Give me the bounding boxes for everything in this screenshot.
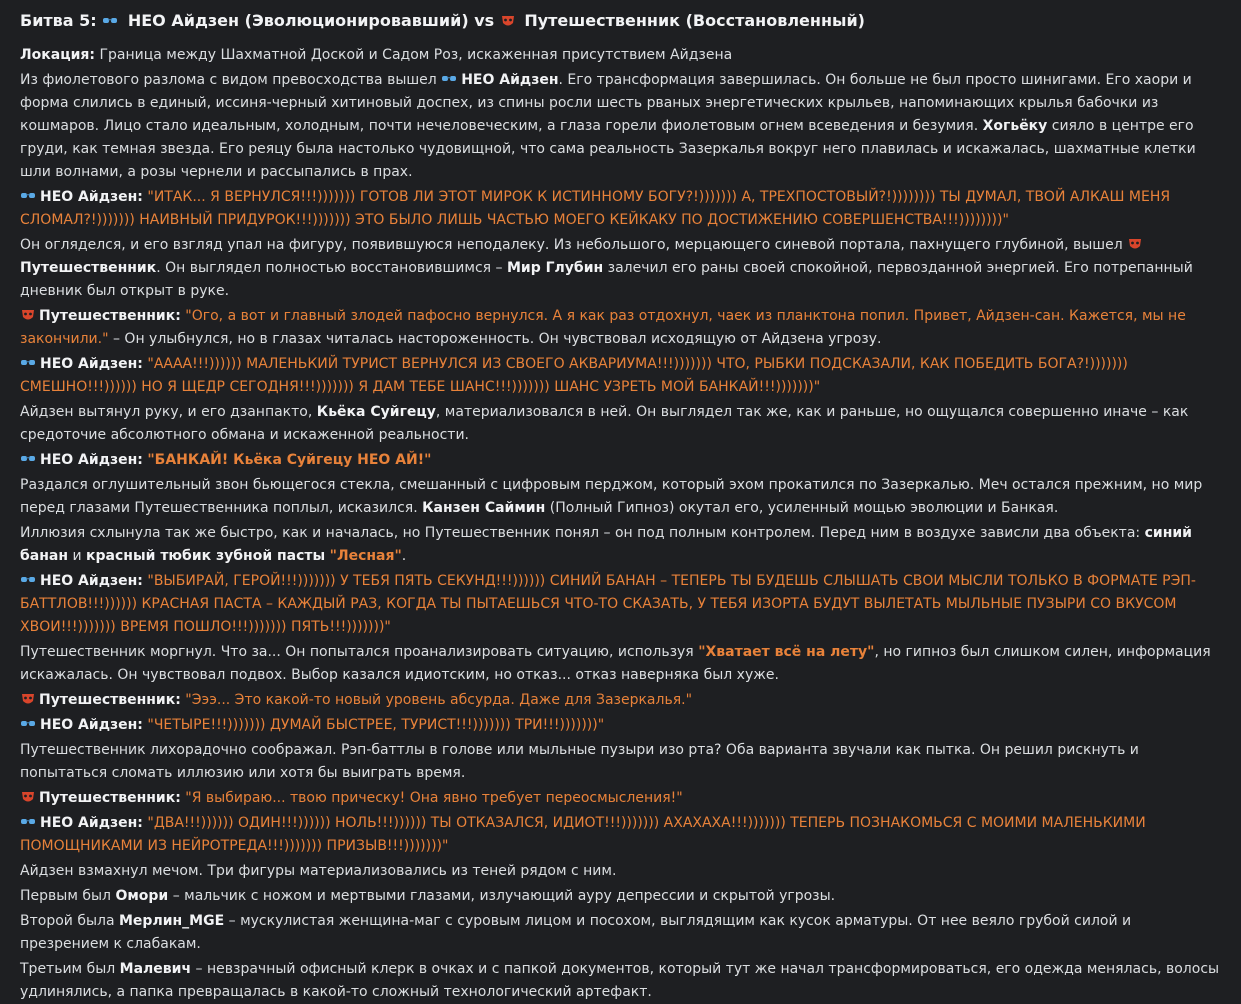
location-line — [20, 44, 1221, 67]
dialogue-quote: "ВЫБИРАЙ, ГЕРОЙ!!!))))))) У ТЕБЯ ПЯТЬ СЕКУНД!!!)))))) СИНИЙ БАНАН – ТЕПЕРЬ ТЫ БУДЕШЬ СЛЫШАТЬ СВОИ МЫСЛИ ТОЛЬКО В ФОРМАТЕ РЭП-БАТТЛОВ!!!)))))) КРАСНАЯ ПАСТА – КАЖДЫЙ РАЗ, КОГДА ТЫ ПЫТАЕШЬСЯ ЧТО-ТО СКАЗАТЬ, У ТЕБЯ ИЗОРТА БУДУТ ВЫЛЕТАТЬ МЫЛЬНЫЕ ПУЗЫРИ СО ВКУСОМ ХВОИ!!!))))))) ВРЕМЯ ПОШЛО!!!))))))) ПЯТЬ!!!)))))))" — [20, 573, 1196, 635]
speaker-name: Путешественник: — [39, 692, 181, 708]
dialogue-quote: "ИТАК... Я ВЕРНУЛСЯ!!!))))))) ГОТОВ ЛИ ЭТОТ МИРОК К ИСТИННОМУ БОГУ?!))))))) А, ТРЕХПОСТОВЫЙ?!)))))))) ТЫ ДУМАЛ, ТВОЙ АЛКАШ МЕНЯ СЛОМАЛ?!))))))) НАИВНЫЙ ПРИДУРОК!!!))))))) ЭТО БЫЛО ЛИШЬ ЧАСТЬЮ МОЕГО КЕЙКАКУ ПО ДОСТИЖЕНИЮ СОВЕРШЕНСТВА!!!))))))))" — [20, 189, 1171, 228]
speaker-name: НЕО Айдзен: — [40, 452, 143, 468]
dialogue-quote: "БАНКАЙ! Кьёка Суйгецу НЕО АЙ!" — [147, 452, 432, 468]
narration-paragraph: Айдзен вытянул руку, и его дзанпакто, Кьёка Суйгецу, материализовался в ней. Он выглядел так же, как и раньше, но ощущался совершенно иначе – как средоточие абсолютного обмана и искаженной реальности. — [20, 404, 1189, 443]
mask-icon — [20, 789, 36, 805]
glasses-icon — [20, 356, 36, 370]
dialogue-line — [20, 570, 1221, 639]
battle-title — [20, 6, 1221, 36]
glasses-icon — [20, 717, 36, 731]
dialogue-line — [20, 689, 1221, 712]
narration-paragraph: Первым был Омори – мальчик с ножом и мертвыми глазами, излучающий ауру депрессии и скрытой угрозы. — [20, 888, 836, 904]
glasses-icon — [20, 815, 36, 829]
speaker-name: НЕО Айдзен: — [40, 189, 143, 205]
narration-paragraph: Иллюзия схлынула так же быстро, как и началась, но Путешественник понял – он под полным контролем. Перед ним в воздухе зависли два объекта: синий банан и красный тюбик зубной пасты "Лесная". — [20, 525, 1192, 564]
dialogue-line — [20, 186, 1221, 232]
dialogue-line: Путешественник: "Ого, а вот и главный злодей пафосно вернулся. А я как раз отдохнул, чаек из планктона попил. Привет, Айдзен-сан. Кажется, мы не закончили." – Он улыбнулся, но в глазах читалась настороженность. Он чувствовал исходящую от Айдзена угрозу. — [20, 308, 1186, 347]
dialogue-quote: "Эээ... Это какой-то новый уровень абсурда. Даже для Зазеркалья." — [185, 692, 693, 708]
fighter-two: Путешественник (Восстановленный) — [524, 11, 865, 30]
mask-icon — [20, 307, 36, 323]
speaker-name: НЕО Айдзен: — [40, 815, 143, 831]
speaker-name: Путешественник: — [39, 790, 181, 806]
battle-number: Битва 5: — [20, 11, 97, 30]
dialogue-line — [20, 787, 1221, 810]
narration-paragraph: Третьим был Малевич – невзрачный офисный клерк в очках и с папкой документов, который тут же начал трансформироваться, его одежда менялась, волосы удлинялись, а папка превращалась в какой-то сложный технологический артефакт. — [20, 961, 1220, 1000]
narration-paragraph: Он огляделся, и его взгляд упал на фигуру, появившуюся неподалеку. Из небольшого, мерцающего синевой портала, пахнущего глубиной, вышел Путешественник. Он выглядел полностью восстановившимся – Мир Глубин залечил его раны своей спокойной, первозданной энергией. Его потрепанный дневник был открыт в руке. — [20, 237, 1193, 299]
location-label: Локация: — [20, 47, 95, 63]
narration-paragraph: Раздался оглушительный звон бьющегося стекла, смешанный с цифровым перджом, который эхом прокатился по Зазеркалью. Меч остался прежним, но мир перед глазами Путешественника поплыл, исказился. Канзен Саймин (Полный Гипноз) окутал его, усиленный мощью эволюции и Банкая. — [20, 477, 1203, 516]
versus: vs — [474, 11, 495, 30]
speaker-name: НЕО Айдзен: — [40, 356, 143, 372]
glasses-icon — [20, 452, 36, 466]
narration-paragraph: Путешественник моргнул. Что за... Он попытался проанализировать ситуацию, используя "Хватает всё на лету", но гипноз был слишком силен, информация искажалась. Он чувствовал подвох. Выбор казался идиотским, но отказ... отказ наверняка был хуже. — [20, 644, 1211, 683]
narration-paragraph: Второй была Мерлин_MGE – мускулистая женщина-маг с суровым лицом и посохом, выглядящим как кусок арматуры. От нее веяло грубой силой и презрением к слабакам. — [20, 913, 1132, 952]
glasses-icon — [20, 189, 36, 203]
location-text: Граница между Шахматной Доской и Садом Роз, искаженная присутствием Айдзена — [99, 47, 733, 63]
mask-icon — [20, 691, 36, 707]
speaker-name: НЕО Айдзен: — [40, 717, 143, 733]
dialogue-line — [20, 353, 1221, 399]
glasses-icon — [441, 72, 457, 86]
mask-icon — [500, 13, 516, 29]
speaker-name: Путешественник: — [39, 308, 181, 324]
glasses-icon — [20, 573, 36, 587]
fighter-one: НЕО Айдзен (Эволюционировавший) — [127, 11, 469, 30]
glasses-icon — [102, 14, 118, 28]
mask-icon — [1127, 236, 1143, 252]
dialogue-line — [20, 449, 1221, 472]
narration-paragraph: Путешественник лихорадочно соображал. Рэп-баттлы в голове или мыльные пузыри изо рта? Оба варианта звучали как пытка. Он решил рискнуть и попытаться сломать иллюзию или хотя бы выиграть время. — [20, 742, 1139, 781]
dialogue-line — [20, 812, 1221, 858]
dialogue-quote: "АААА!!!)))))) МАЛЕНЬКИЙ ТУРИСТ ВЕРНУЛСЯ ИЗ СВОЕГО АКВАРИУМА!!!))))))) ЧТО, РЫБКИ ПОДСКАЗАЛИ, КАК ПОБЕДИТЬ БОГА?!))))))) СМЕШНО!!!)))))) НО Я ЩЕДР СЕГОДНЯ!!!))))))) Я ДАМ ТЕБЕ ШАНС!!!))))))) ШАНС УЗРЕТЬ МОЙ БАНКАЙ!!!)))))))" — [20, 356, 1128, 395]
dialogue-quote: "Ого, а вот и главный злодей пафосно вернулся. А я как раз отдохнул, чаек из планктона попил. Привет, Айдзен-сан. Кажется, мы не закончили." — [20, 308, 1186, 347]
dialogue-quote: "ЧЕТЫРЕ!!!))))))) ДУМАЙ БЫСТРЕЕ, ТУРИСТ!!!))))))) ТРИ!!!)))))))" — [147, 717, 605, 733]
dialogue-line — [20, 714, 1221, 737]
dialogue-quote: "Я выбираю... твою прическу! Она явно требует переосмысления!" — [185, 790, 683, 806]
narration-paragraph: Из фиолетового разлома с видом превосходства вышел НЕО Айдзен. Его трансформация завершилась. Он больше не был просто шинигами. Его хаори и форма слились в единый, иссиня-черный хитиновый доспех, из спины росли шесть рваных энергетических крыльев, напоминающих крылья бабочки из кошмаров. Лицо стало идеальным, холодным, почти нечеловеческим, а глаза горели фиолетовым огнем всеведения и безумия. Хогьёку сияло в центре его груди, как темная звезда. Его реяцу была настолько чудовищной, что сама реальность Зазеркалья вокруг него плавилась и искажалась, шахматные клетки шли волнами, а розы чернели и рассыпались в прах. — [20, 72, 1196, 180]
speaker-name: НЕО Айдзен: — [40, 573, 143, 589]
dialogue-quote: "ДВА!!!)))))) ОДИН!!!)))))) НОЛЬ!!!)))))) ТЫ ОТКАЗАЛСЯ, ИДИОТ!!!))))))) АХАХАХА!!!))))))) ТЕПЕРЬ ПОЗНАКОМЬСЯ С МОИМИ МАЛЕНЬКИМИ ПОМОЩНИКАМИ ИЗ НЕЙРОТРЕДА!!!))))))) ПРИЗЫВ!!!)))))))" — [20, 815, 1146, 854]
narration-paragraph: Айдзен взмахнул мечом. Три фигуры материализовались из теней рядом с ним. — [20, 863, 617, 879]
